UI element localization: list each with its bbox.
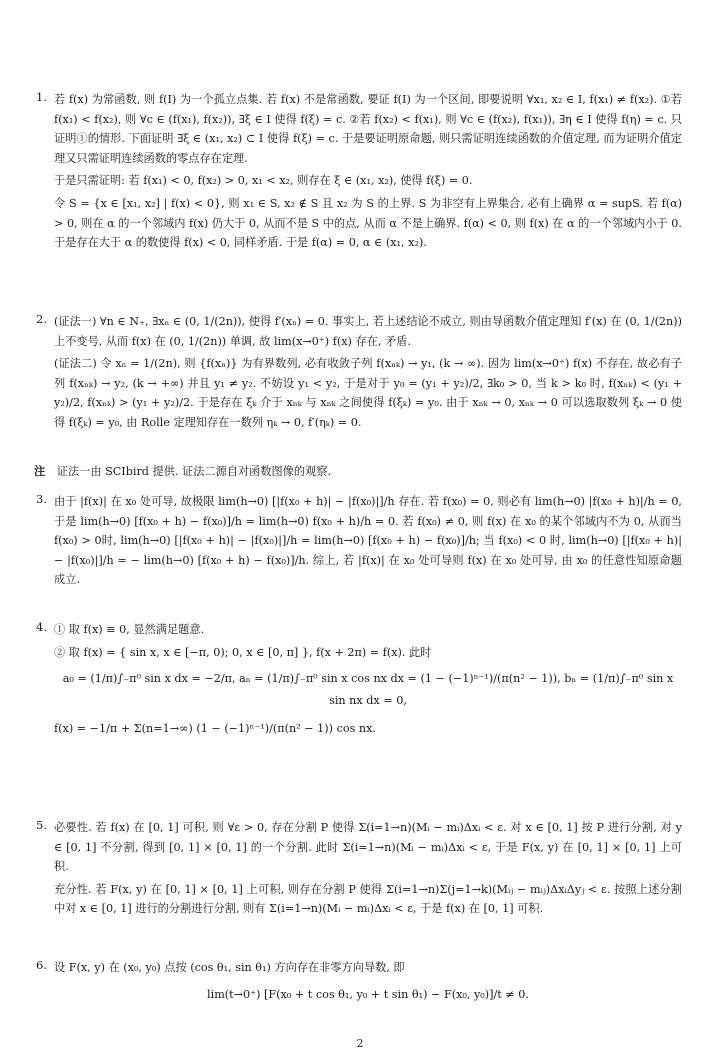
solution-2 xyxy=(36,312,682,436)
equation: a₀ = (1/π)∫₋π⁰ sin x dx = −2/π, aₙ = (1/π)∫₋π⁰ sin x cos nx dx = (1 − (−1)ⁿ⁻¹)/(π(n² − 1)), bₙ = (1/π)∫₋π⁰ sin x sin nx dx = 0, xyxy=(62,672,674,708)
item-number: 3. xyxy=(36,492,47,506)
note xyxy=(34,462,684,481)
paragraph: ② 取 f(x) = { sin x, x ∈ [−π, 0); 0, x ∈ [0, π] }, f(x + 2π) = f(x). 此时 xyxy=(54,645,432,659)
equation: lim(t→0⁺) [F(x₀ + t cos θ₁, y₀ + t sin θ₁) − F(x₀, y₀)]/t ≠ 0. xyxy=(207,987,529,1001)
paragraph: 由于 |f(x)| 在 x₀ 处可导, 故极限 lim(h→0) [|f(x₀ + h)| − |f(x₀)|]/h 存在. 若 f(x₀) = 0, 则必有 lim(h→0) |f(x₀ + h)|/h = 0, 于是 lim(h→0) [f(x₀ + h) − f(x₀)]/h = lim(h→0) f(x₀ + h)/h = 0. 若 f(x₀) ≠ 0, 则 f(x) 在 x₀ 的某个邻域内不为 0, 从而当 f(x₀) > 0时, lim(h→0) [|f(x₀ + h)| − |f(x₀)|]/h = lim(h→0) [f(x₀ + h) − f(x₀)]/h; 当 f(x₀) < 0 时, lim(h→0) [|f(x₀ + h)| − |f(x₀)|]/h = − lim(h→0) [f(x₀ + h) − f(x₀)]/h. 综上, 若 |f(x)| 在 x₀ 处可导则 f(x) 在 x₀ 处可导, 由 x₀ 的任意性知原命题成立. xyxy=(54,495,682,587)
paragraph: ① 取 f(x) ≡ 0, 显然满足题意. xyxy=(54,623,205,636)
paragraph: 充分性. 若 F(x, y) 在 [0, 1] × [0, 1] 上可积, 则存在分割 P 使得 Σ(i=1→n)Σ(j=1→k)(Mᵢⱼ − mᵢⱼ)ΔxᵢΔyⱼ < ε. 按照上述分割中对 x ∈ [0, 1] 进行的分割进行分割, 则有 Σ(i=1→n)(Mᵢ − mᵢ)Δxᵢ < ε, 于是 f(x) 在 [0, 1] 可积. xyxy=(54,882,682,916)
solution-3 xyxy=(36,492,682,593)
solution-1 xyxy=(36,90,682,256)
paragraph: 若 f(x) 为常函数, 则 f(I) 为一个孤立点集. 若 f(x) 不是常函数, 要证 f(I) 为一个区间, 即要说明 ∀x₁, x₂ ∈ I, f(x₁) ≠ f(x₂). ①若 f(x₁) < f(x₂), 则 ∀c ∈ (f(x₁), f(x₂)), ∃ξ ∈ I 使得 f(ξ) = c. ②若 f(x₂) < f(x₁), 则 ∀c ∈ (f(x₂), f(x₁)), ∃η ∈ I 使得 f(η) = c. 只证明①的情形. 下面证明 ∃ξ ∈ (x₁, x₂) ⊂ I 使得 f(ξ) = c. 于是要证明原命题, 则只需证明连续函数的介值定理, 而为证明介值定理又只需证明连续函数的零点存在定理. xyxy=(54,93,682,165)
paragraph: 令 S = {x ∈ [x₁, x₂] | f(x) < 0}, 则 x₁ ∈ S, x₂ ∉ S 且 x₂ 为 S 的上界. S 为非空有上界集合, 必有上确界 α = supS. 若 f(α) > 0, 则在 α 的一个邻域内 f(x) 仍大于 0, 从而不是 S 中的点, 从而 α 不是上确界. f(α) < 0, 则 f(x) 在 α 的一个邻域内小于 0. 于是存在大于 α 的数使得 f(x) < 0, 同样矛盾. 于是 f(α) = 0, α ∈ (x₁, x₂). xyxy=(54,196,682,250)
item-number: 2. xyxy=(36,312,47,326)
item-number: 4. xyxy=(36,620,47,634)
paragraph: (证法二) 令 xₙ = 1/(2n), 则 {f(xₙ)} 为有界数列, 必有收敛子列 f(xₙₖ) → y₁, (k → ∞). 因为 lim(x→0⁺) f(x) 不存在, 故必有子列 f(xₙₖ) → y₂, (k → +∞) 并且 y₁ ≠ y₂. 不妨设 y₁ < y₂, 于是对于 y₀ = (y₁ + y₂)/2, ∃k₀ > 0, 当 k > k₀ 时, f(xₙₖ) < (y₁ + y₂)/2, f(xₙₖ) > (y₁ + y₂)/2. 于是存在 ξₖ 介于 xₙₖ 与 xₙₖ 之间使得 f(ξₖ) = y₀. 由于 xₙₖ → 0, xₙₖ → 0 可以选取数列 ξₖ → 0 使得 f(ξₖ) = y₀, 由 Rolle 定理知存在一数列 ηₖ → 0, f′(ηₖ) = 0. xyxy=(54,357,682,429)
item-number: 5. xyxy=(36,818,47,832)
page-number: 2 xyxy=(356,1037,364,1050)
paragraph: 设 F(x, y) 在 (x₀, y₀) 点按 (cos θ₁, sin θ₁) 方向存在非零方向导数, 即 xyxy=(54,961,405,974)
solution-5 xyxy=(36,818,682,922)
paragraph: 必要性. 若 f(x) 在 [0, 1] 可积, 则 ∀ε > 0, 存在分割 P 使得 Σ(i=1→n)(Mᵢ − mᵢ)Δxᵢ < ε. 对 x ∈ [0, 1] 按 P 进行分割, 对 y ∈ [0, 1] 不分割, 得到 [0, 1] × [0, 1] 的一个分割. 此时 Σ(i=1→n)(Mᵢ − mᵢ)Δxᵢ < ε, 于是 F(x, y) 在 [0, 1] × [0, 1] 上可积. xyxy=(54,821,682,874)
solution-4 xyxy=(36,620,682,746)
paragraph: 于是只需证明: 若 f(x₁) < 0, f(x₂) > 0, x₁ < x₂, 则存在 ξ ∈ (x₁, x₂), 使得 f(ξ) = 0. xyxy=(54,174,473,188)
paragraph: (证法一) ∀n ∈ N₊, ∃xₙ ∈ (0, 1/(2n)), 使得 f′(xₙ) = 0. 事实上, 若上述结论不成立, 则由导函数介值定理知 f′(x) 在 (0, 1/(2n)) 上不变号, 从而 f(x) 在 (0, 1/(2n)) 单调, 故 lim(x→0⁺) f(x) 存在, 矛盾. xyxy=(54,315,682,348)
note-text: 证法一由 SCIbird 提供. 证法二源自对函数图像的观察. xyxy=(56,465,332,478)
solution-6 xyxy=(36,958,682,1012)
item-number: 1. xyxy=(36,90,47,104)
item-number: 6. xyxy=(36,958,47,972)
note-tag: 注 xyxy=(34,464,46,478)
equation: f(x) = −1/π + Σ(n=1→∞) (1 − (−1)ⁿ⁻¹)/(π(n² − 1)) cos nx. xyxy=(54,722,376,736)
